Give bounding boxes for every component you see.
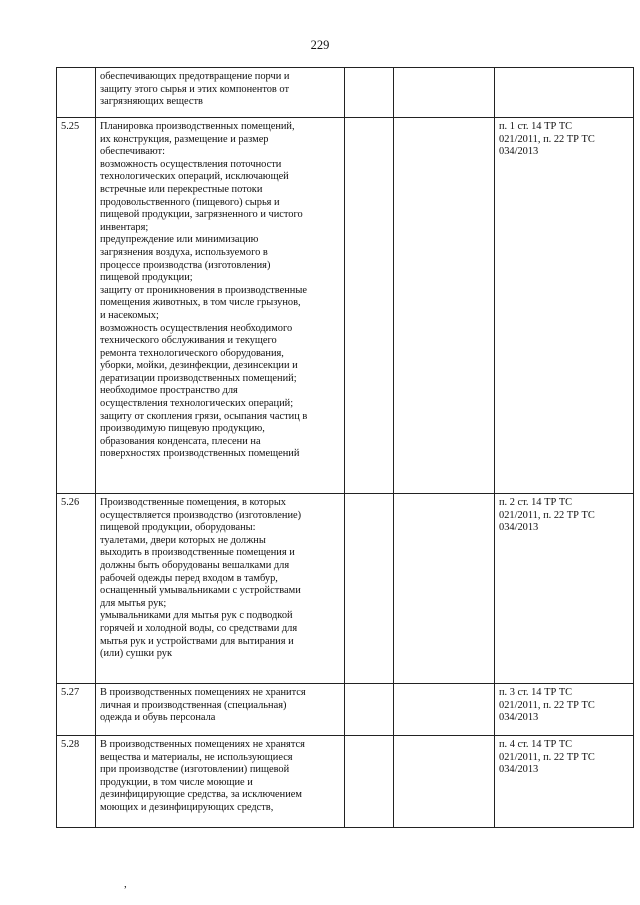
requirement-text-line: пищевой продукции, загрязненного и чистого (100, 209, 303, 221)
requirements-table (56, 67, 634, 828)
requirement-text-line: оснащенный умывальниками с устройствами (100, 585, 301, 597)
requirement-text-line: возможность осуществления поточности (100, 158, 282, 170)
requirement-text-line: ремонта технологического оборудования, (100, 347, 284, 359)
item-number-cell (57, 68, 96, 118)
requirement-text-line: обеспечивают: (100, 146, 165, 158)
requirement-text-line: должны быть оборудованы вешалками для (100, 559, 290, 571)
requirement-text-line: возможность осуществления необходимого (100, 322, 293, 334)
empty-cell-b (394, 684, 495, 736)
empty-cell-a (345, 494, 394, 684)
requirement-text-line: поверхностях производственных помещений (100, 448, 300, 460)
requirement-text-line: встречные или перекрестные потоки (100, 183, 263, 195)
requirement-text-line: защиту от проникновения в производственные (100, 284, 307, 296)
empty-cell-b (394, 68, 495, 118)
requirement-text-line: технологических операций, исключающей (100, 171, 289, 183)
requirement-text-line: загрязняющих веществ (100, 96, 203, 108)
requirement-text-line: пищевой продукции, оборудованы: (100, 522, 256, 534)
requirement-text-line: производимую пищевую продукцию, (100, 423, 265, 435)
reference-text-line: 021/2011, п. 22 ТР ТС (499, 751, 595, 763)
table-row (57, 494, 634, 684)
requirement-text-line: загрязнения воздуха, используемого в (100, 246, 268, 258)
requirement-text-line: мытья рук и устройствами для вытирания и (100, 635, 294, 647)
reference-text-line: п. 4 ст. 14 ТР ТС (499, 739, 573, 750)
requirement-text-line: технического обслуживания и текущего (100, 335, 277, 347)
table-body (57, 68, 634, 828)
page-number: 229 (310, 38, 330, 52)
requirement-text-line: пищевой продукции; (100, 272, 193, 284)
reference-text-line: 034/2013 (499, 712, 539, 724)
requirement-text-line: процессе производства (изготовления) (100, 259, 271, 271)
requirement-text-line: моющих и дезинфицирующих средств, (100, 801, 274, 813)
reference-text-line: 021/2011, п. 22 ТР ТС (499, 133, 595, 145)
item-number-cell (57, 736, 96, 828)
item-number: 5.28 (61, 739, 80, 750)
requirement-text-line: осуществления технологических операций; (100, 398, 294, 410)
requirement-cell (96, 684, 345, 736)
reference-cell (495, 68, 634, 118)
reference-cell (495, 118, 634, 494)
requirement-text-line: одежда и обувь персонала (100, 712, 216, 724)
reference-cell (495, 684, 634, 736)
empty-cell-a (345, 736, 394, 828)
requirement-cell (96, 494, 345, 684)
table-row (57, 684, 634, 736)
reference-text-line: 034/2013 (499, 522, 539, 534)
requirement-text-line: Планировка производственных помещений, (100, 121, 295, 132)
requirement-text-line: туалетами, двери которых не должны (100, 534, 266, 546)
empty-cell-b (394, 118, 495, 494)
table-row (57, 118, 634, 494)
requirement-text-line: осуществляется производство (изготовление) (100, 509, 302, 521)
requirement-text-line: помещения животных, в том числе грызунов, (100, 297, 301, 309)
item-number-cell (57, 494, 96, 684)
requirement-text-line: продукции, в том числе моющие и (100, 776, 253, 788)
requirement-text-line: защиту от скопления грязи, осыпания частиц в (100, 410, 308, 422)
requirement-text-line: дезинфицирующие средства, за исключением (100, 789, 302, 801)
item-number-cell (57, 118, 96, 494)
requirement-text-line: их конструкция, размещение и размер (100, 133, 269, 145)
requirement-text-line: уборки, мойки, дезинфекции, дезинсекции и (100, 360, 298, 372)
item-number-cell (57, 684, 96, 736)
reference-text-line: 034/2013 (499, 146, 539, 158)
item-number: 5.25 (61, 121, 80, 132)
item-number: 5.26 (61, 497, 80, 508)
requirement-text-line: Производственные помещения, в которых (100, 497, 287, 508)
requirement-cell (96, 118, 345, 494)
requirement-text-line: для мытья рук; (100, 597, 167, 609)
reference-text-line: п. 1 ст. 14 ТР ТС (499, 121, 573, 132)
requirement-text-line: предупреждение или минимизацию (100, 234, 259, 246)
requirement-text-line: защиту этого сырья и этих компонентов от (100, 83, 290, 95)
requirement-text-line: выходить в производственные помещения и (100, 547, 295, 559)
requirement-text-line: и насекомых; (100, 309, 159, 321)
empty-cell-a (345, 118, 394, 494)
reference-cell (495, 736, 634, 828)
requirement-cell (96, 68, 345, 118)
stray-mark: , (124, 878, 127, 890)
reference-cell (495, 494, 634, 684)
requirement-text-line: горячей и холодной воды, со средствами для (100, 622, 298, 634)
item-number: 5.27 (61, 687, 80, 698)
reference-text-line: п. 3 ст. 14 ТР ТС (499, 687, 573, 698)
requirement-text-line: продовольственного (пищевого) сырья и (100, 196, 280, 208)
empty-cell-a (345, 68, 394, 118)
requirement-text-line: необходимое пространство для (100, 385, 238, 397)
empty-cell-b (394, 494, 495, 684)
requirement-text-line: обеспечивающих предотвращение порчи и (100, 71, 290, 82)
requirement-text-line: дератизации производственных помещений; (100, 372, 297, 384)
requirement-text-line: умывальниками для мытья рук с подводкой (100, 610, 293, 622)
requirement-text-line: В производственных помещениях не хранится (100, 687, 306, 698)
requirement-text-line: при производстве (изготовлении) пищевой (100, 764, 290, 776)
requirement-text-line: инвентаря; (100, 221, 149, 233)
requirement-text-line: образования конденсата, плесени на (100, 435, 261, 447)
reference-text-line: 034/2013 (499, 764, 539, 776)
requirement-text-line: рабочей одежды перед входом в тамбур, (100, 572, 278, 584)
empty-cell-b (394, 736, 495, 828)
table-row (57, 736, 634, 828)
empty-cell-a (345, 684, 394, 736)
requirement-text-line: вещества и материалы, не использующиеся (100, 751, 293, 763)
requirement-text-line: личная и производственная (специальная) (100, 699, 287, 711)
reference-text-line: 021/2011, п. 22 ТР ТС (499, 509, 595, 521)
requirement-text-line: (или) сушки рук (100, 648, 173, 660)
table-row (57, 68, 634, 118)
reference-text-line: п. 2 ст. 14 ТР ТС (499, 497, 573, 508)
requirement-cell (96, 736, 345, 828)
reference-text-line: 021/2011, п. 22 ТР ТС (499, 699, 595, 711)
requirement-text-line: В производственных помещениях не хранятся (100, 739, 305, 750)
